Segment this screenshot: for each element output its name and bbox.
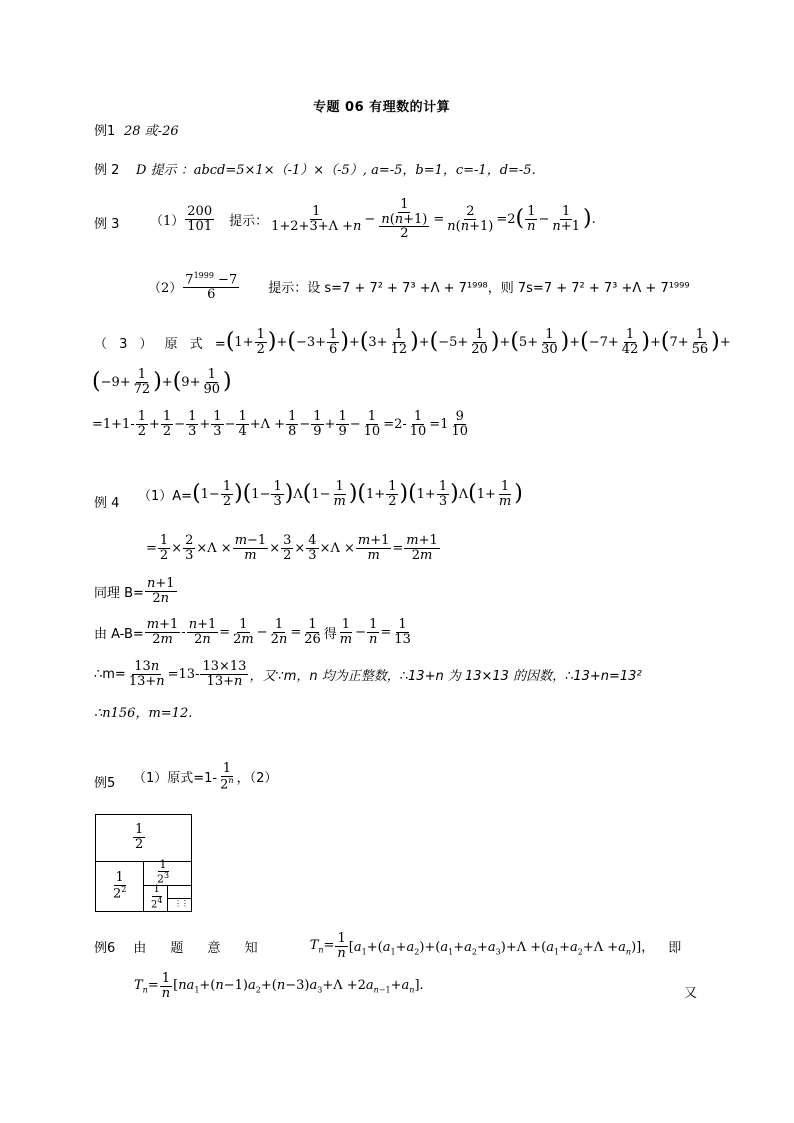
ex6-line2: $T_n=$ $\frac{1}{n}$ $[na_1+(n-1)a_2+(n-3)a_3+\Lambda +2a_{n-1}+a_n]$. <box>134 971 424 1001</box>
ex3-label: 例 3 <box>94 217 120 232</box>
ex4-line5: ∴m= $\frac{13n}{13+n}$ =13- 13×13 13+n ，又∵m，n 均为正整数，∴13+n 为 13×13 的因数，∴13+n=13² <box>94 659 642 689</box>
ex4-line3: 同理 B= $\frac{n+1}{2n}$ <box>94 576 175 606</box>
diagram-half: 1 2 <box>135 822 144 852</box>
ex3-part3-line1: （ 3 ） 原 式 = ( 1+ 1 2 ) + ( −3+ 1 6 ) + ( 3+ 1 12 ) + ( −5+ 1 20 ) + ( 5+ 1 30 ) + ( −7+ 1 42 ) + ( 7+ 1 56 ) + <box>94 327 731 357</box>
ex3-part1: （1） 200 101 提示： 1 1+2+3+Λ +n − $\frac{1}{\frac{n(n+1)}{2}}$ = $\frac{2}{n(n+1)}$ =2 ( 1 n − $\frac{1}{n+1}$ ) . <box>150 197 596 242</box>
ex4-line4: 由 A-B= $\frac{m+1}{2m}$ - n+1 2n = 1 2m − 1 2n = 1 26 得 1 m − 1 n = 1 13 <box>94 617 411 647</box>
ex3-part2 <box>148 272 690 302</box>
ex2-label: 例 2 <box>94 163 120 178</box>
ex1-answer: 28 或-26 <box>124 124 179 139</box>
ex1-label: 例1 <box>94 124 116 139</box>
ex3-p1-marker: （1） <box>150 213 185 229</box>
ex6-label: 例6 <box>94 940 116 956</box>
ex5-label: 例5 <box>94 776 116 791</box>
ex3-hint-label: 提示： <box>229 213 269 229</box>
ex3-p2-answer: $7^{1999} -7$ 6 <box>185 271 238 302</box>
diagram-quarter: 1 $2^2$ <box>113 870 127 901</box>
ex4-line2: = 1 2 × 2 3 ×Λ × m−1 m × 3 2 × 4 3 ×Λ × m+1 m = m+1 2m <box>146 533 438 563</box>
diagram-sixteenth: 1 $2^4$ <box>151 884 163 910</box>
ex3-part3-line3: =1+1- 1 2 + 1 2 − 1 3 + 1 3 − 1 4 +Λ + 1 8 − 1 9 + 1 9 − 1 10 =2- 1 10 =1 9 10 <box>92 409 469 439</box>
ex3-p3-marker: （ 3 ） 原 式 = <box>94 336 226 352</box>
diagram-dots: ⋮⋮ <box>174 899 188 908</box>
ex4-line1: （1）A= ( 1− 1 2 ) ( 1− 1 3 ) Λ ( 1− 1 m ) ( 1+ 1 2 ) ( 1+ 1 3 ) Λ ( 1+ 1 m ) <box>138 479 523 509</box>
ex5-line1: （1）原式=1- 1 2$^n$ ，（2） <box>133 761 278 792</box>
ex2-answer: D 提示 ：abcd=5×1×（-1）×（-5）, a=-5，b=1，c=-1，d=-5. <box>136 163 536 178</box>
ex6-then: 即 <box>668 940 682 956</box>
ex3-hint-frac2: $\frac{1}{\frac{n(n+1)}{2}}$ <box>381 197 428 242</box>
ex3-part3-line2: ( −9+ 1 72 ) + ( 9+ 1 90 ) <box>92 367 232 397</box>
ex4-label: 例 4 <box>94 496 120 511</box>
ex6-intro: 由 题 意 知 <box>133 940 268 956</box>
ex3-hint-frac3: $\frac{2}{n(n+1)}$ <box>447 204 494 234</box>
ex6-line1: 例6 由 题 意 知 $T_n=$ $\frac{1}{n}$ $[a_1+(a_1+a_2)+(a_1+a_2+a_3)+\Lambda +(a_1+a_2+\Lambda +a_n)]$， 即 <box>94 931 682 961</box>
diagram-eighth: 1 $2^3$ <box>157 858 170 886</box>
ex3-p2-hint: 提示：设 s=7 + 7² + 7³ +Λ + 7¹⁹⁹⁸，则 7s=7 + 7² + 7³ +Λ + 7¹⁹⁹⁹ <box>268 281 690 297</box>
page-title: 专题 06 有理数的计算 <box>313 100 451 115</box>
ex5-square-diagram <box>95 814 192 912</box>
ex3-hint-frac1: 1 1+2+3+Λ +n <box>271 204 362 234</box>
ex3-p1-answer: 200 101 <box>187 204 213 234</box>
ex3-p2-marker: （2） <box>148 281 183 297</box>
ex4-result: ∴n156，m=12. <box>94 706 193 721</box>
ex6-also: 又 <box>684 986 698 1001</box>
